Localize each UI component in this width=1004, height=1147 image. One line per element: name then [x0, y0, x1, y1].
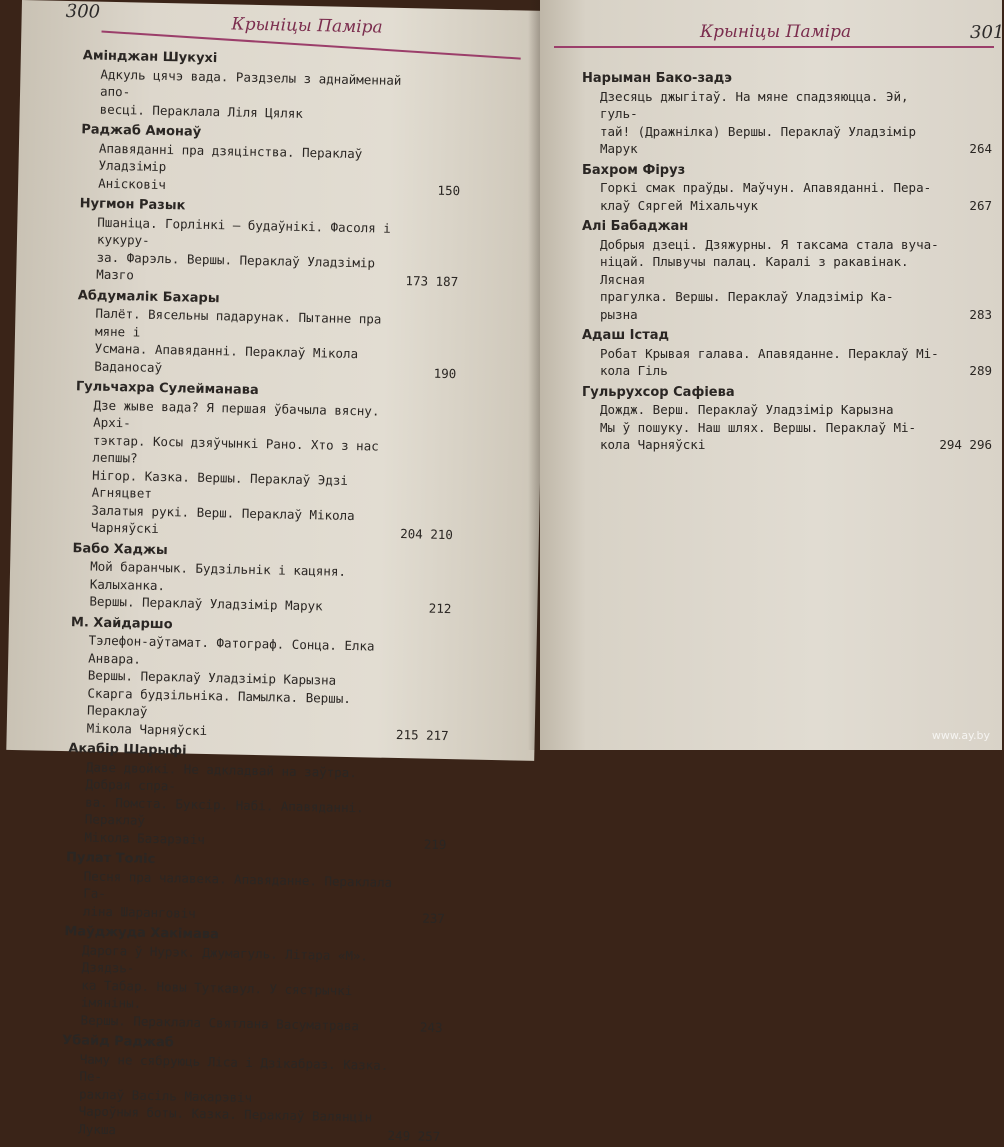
author-name: Раджаб Амонаў — [81, 122, 202, 140]
contents-entry — [582, 345, 992, 380]
left-page — [6, 0, 550, 1144]
right-page — [540, 0, 1002, 750]
entry-page-number: 237 — [422, 910, 446, 926]
entry-page-number: 204 210 — [400, 526, 454, 543]
entry-title: Дарога ў Нурэк. Джумагуль. Літара «М». Дзядзь- ка Табар. Новы Туткавул. У сястрычкі імяніны. Вершы. Пераклала Святлана Васуматрава — [80, 941, 369, 1033]
contents-entry — [582, 179, 992, 214]
entry-title: Тэлефон-аўтамат. Фатограф. Сонца. Елка Анвара. Вершы. Пераклаў Уладзімір Карызна Скарга будзільніка. Памылка. Вершы. Пераклаў Мікола Чарняўскі — [86, 632, 375, 738]
contents-entry — [582, 88, 992, 158]
contents-entry — [82, 65, 463, 125]
entry-title: Палёт. Вясельны падарунак. Пытанне пра мяне і Усмана. Апавяданні. Пераклаў Мікола Ваданосаў — [94, 305, 382, 375]
entry-page-number: 264 — [969, 141, 992, 156]
author-name: Нарыман Бако-задэ — [582, 71, 732, 86]
entry-page-number: 219 — [423, 836, 447, 852]
author-name: Амінджан Шукухі — [82, 48, 218, 67]
entry-page-number: 283 — [969, 306, 992, 322]
author-name: Адаш Істад — [582, 328, 670, 343]
contents-entry — [66, 758, 448, 853]
page-number: 301 — [970, 22, 1004, 43]
running-head: Крыніцы Паміра — [231, 14, 383, 38]
entry-page-number: 267 — [969, 197, 992, 213]
author-name: Бабо Хаджы — [72, 540, 168, 558]
author-name: Убайд Раджаб — [62, 1033, 174, 1051]
author-name: Пулат Толіс — [65, 850, 156, 867]
author-name: М. Хайдаршо — [70, 614, 173, 632]
watermark: www.ay.by — [931, 729, 990, 742]
entry-title: Дзе жыве вада? Я першая ўбачыла вясну. Архі- тэктар. Косы дзяўчынкі Рано. Хто з нас лепшы? Нігор. Казка. Вершы. Пераклаў Эдзі Агняцвет Залатыя рукі. Верш. Пераклаў Мікола Чарняўскі — [90, 397, 380, 536]
entry-title: Дождж. Верш. Пераклаў Уладзімір Карызна Мы ў пошуку. Наш шлях. Вершы. Пераклаў Мі- кола Чарняўскі — [600, 402, 917, 452]
header-rule — [554, 46, 994, 48]
entry-title: Песня пра чалавека. Апавяданне. Пераклала Га- ліна Шаранговіч — [82, 867, 393, 921]
entry-page-number: 249 257 — [387, 1127, 441, 1144]
entry-title: Чаму не сябруюць Ліса і Дзікабраз. Казка. Пе- раклаў Васіль Макарэвіч Чароўныя боты. Казка. Пераклаў Валянцін Лукша — [78, 1050, 389, 1137]
entry-title: Даве двойкі. Не адкладвай на заўтра. Добрая спра- ва. Помста. Буксір. Набі. Апавяданні. Пераклаў Мікола Базарэвіч — [84, 759, 364, 847]
entry-title: Адкуль цячэ вада. Раздзелы з аднайменнай апо- весці. Пераклала Ліля Цяляк — [99, 66, 402, 121]
contents-entry — [582, 401, 992, 454]
entry-title: Мой баранчык. Будзільнік і кацяня. Калыханка. Вершы. Пераклаў Уладзімір Марук — [89, 558, 347, 614]
entry-title: Робат Крывая галава. Апавяданне. Пераклаў Мі- кола Гіль — [600, 345, 939, 378]
entry-title: Добрыя дзеці. Дзяжурны. Я таксама стала вучa- ніцай. Плывучы палац. Каралі з ракавінак. Лясная прагулка. Вершы. Пераклаў Уладзімір Ка- рызна — [600, 236, 939, 322]
contents-entry — [71, 557, 452, 617]
entry-title: Горкі смак праўды. Маўчун. Апавяданні. Пера- клаў Сяргей Міхальчук — [600, 180, 932, 213]
entry-title: Дзесяць джыгітаў. На мяне спадзяюцца. Эй, гуль- тай! (Дражнілка) Вершы. Пераклаў Уладзімір Марук — [600, 88, 917, 156]
contents-entry — [69, 631, 451, 744]
author-name: Акабір Шарыфі — [68, 741, 187, 759]
author-name: Абдумалік Бахары — [77, 287, 220, 306]
running-head: Крыніцы Паміра — [700, 22, 852, 42]
entry-page-number: 173 187 — [405, 273, 459, 290]
contents-list — [582, 70, 992, 454]
entry-page-number: 243 — [419, 1019, 443, 1035]
author-name: Маўджуда Хакімава — [64, 924, 219, 943]
author-name: Гульрухсор Сафіева — [582, 384, 735, 400]
entry-title: Апавяданні пра дзяцінства. Пераклаў Уладзімір Анісковіч — [98, 140, 363, 192]
contents-entry — [60, 1050, 442, 1145]
contents-entry — [62, 941, 444, 1036]
author-name: Гульчахра Сулейманава — [75, 379, 259, 399]
author-name: Бахром Фіруз — [582, 162, 686, 178]
page-number: 300 — [65, 0, 101, 23]
entry-title: Пшаніца. Горлінкі — будаўнікі. Фасоля і кукуру- за. Фарэль. Вершы. Пераклаў Уладзімір Мазго — [96, 214, 391, 283]
contents-list — [60, 47, 463, 1145]
contents-entry — [73, 396, 456, 544]
author-name: Нугмон Разык — [79, 196, 186, 214]
contents-entry — [582, 236, 992, 324]
entry-page-number: 215 217 — [395, 726, 449, 743]
entry-page-number: 289 — [969, 363, 992, 378]
entry-page-number: 150 — [437, 182, 461, 198]
contents-entry — [76, 304, 457, 382]
entry-page-number: 294 296 — [939, 437, 992, 452]
author-name: Алі Бабаджан — [582, 219, 689, 234]
contents-entry — [80, 139, 461, 199]
entry-page-number: 190 — [433, 365, 457, 381]
contents-entry — [78, 213, 459, 291]
entry-page-number: 212 — [428, 600, 452, 617]
contents-entry — [65, 867, 446, 927]
